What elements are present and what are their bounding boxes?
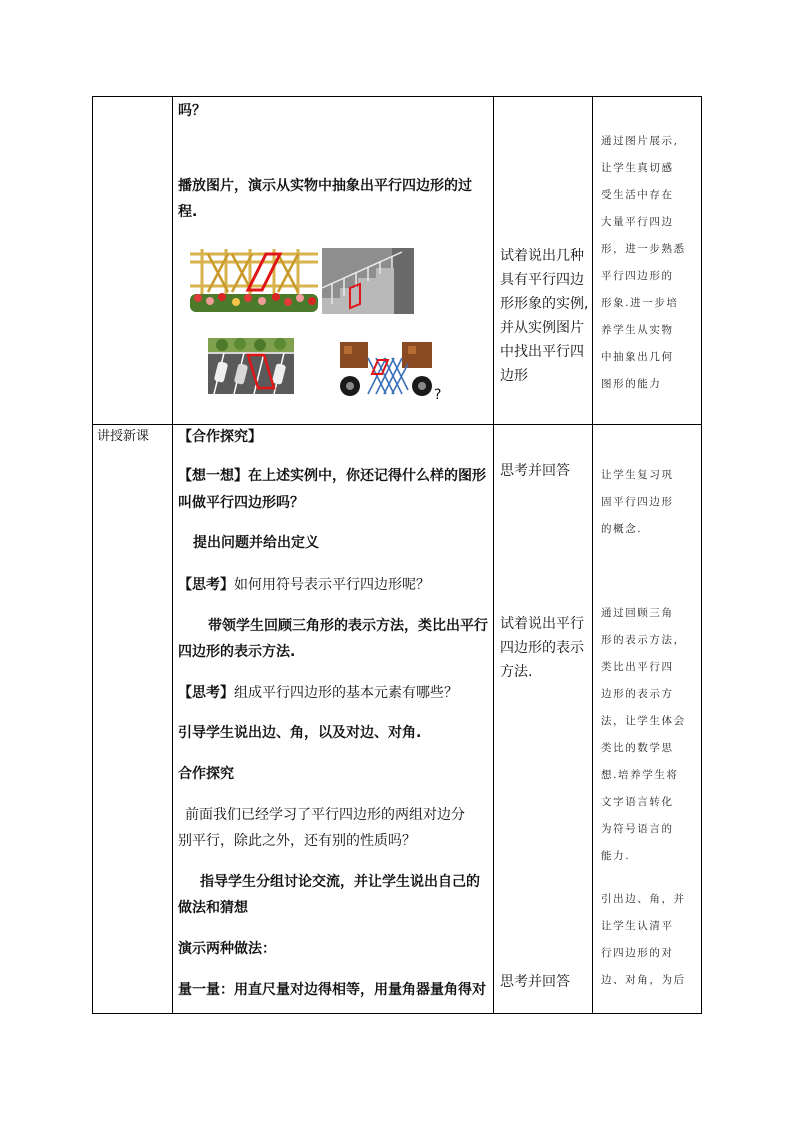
intent-line: 形象.进一步培 [601,297,679,309]
intent-line: 形，进一步熟悉 [601,243,686,255]
intent-line: 形的表示方法， [601,634,686,646]
raise-question: 提出问题并给出定义 [193,535,319,551]
activity-line: 试着说出几种 [500,248,584,264]
answer-line: 四边形的表示 [500,640,584,656]
intent-line: 让学生复习巩 [601,469,674,481]
think-about-line1 [178,466,486,486]
table-border-right [701,96,702,1014]
section-label: 讲授新课 [97,429,150,444]
demo-methods: 演示两种做法： [178,941,276,957]
activity-line: 边形 [500,368,528,384]
intent-line: 养学生从实物 [601,324,674,336]
retractable-gate-image [338,338,434,400]
row2-intent-3 [601,886,693,994]
table-divider-col1 [172,96,173,1014]
intent-line: 行四边形的对 [601,947,674,959]
table-divider-col2 [493,96,494,1014]
previous-learning-line2: 别平行，除此之外，还有别的性质吗？ [178,833,416,849]
intent-line: 文字语言转化 [601,796,674,808]
lead-review-line1: 带领学生回顾三角形的表示方法，类比出平行 [208,618,488,634]
think-about-text: 在上述实例中，你还记得什么样的图形 [248,468,486,484]
intent-line: 想.培养学生将 [601,769,679,781]
lead-review-line2: 四边形的表示方法. [178,644,296,660]
table-border-bottom [92,1013,702,1014]
row2-intent-2 [601,600,693,870]
intent-line: 大量平行四边 [601,216,674,228]
answer-line: 思考并回答 [500,974,570,990]
intent-line: 受生活中存在 [601,189,674,201]
thinking-2-text: 组成平行四边形的基本元素有哪些？ [234,685,458,701]
thinking-1-text: 如何用符号表示平行四边形呢？ [234,577,430,593]
text-play-line1: 播放图片，演示从实物中抽象出平行四边形的过 [178,178,472,194]
intent-line: 类比的数学思 [601,742,674,754]
staircase-image [322,248,414,314]
group-discussion-line1: 指导学生分组讨论交流，并让学生说出自己的 [200,874,480,890]
text-play-line2: 程. [178,204,198,220]
fence-image [188,244,320,314]
row1-student-activity [500,244,588,388]
answer-line: 方法. [500,664,533,680]
intent-line: 通过回顾三角 [601,607,674,619]
intent-line: 图形的能力 [601,378,662,390]
intent-line: 法，让学生体会 [601,715,686,727]
group-discussion-line2: 做法和猜想 [178,900,248,916]
row2-intent-1 [601,462,693,543]
table-border-top [92,96,702,97]
heading-cooperation: 【合作探究】 [178,429,262,445]
activity-line: 具有平行四边 [500,272,584,288]
intent-line: 边形的表示方 [601,688,674,700]
previous-learning-line1: 前面我们已经学习了平行四边形的两组对边分 [185,807,465,823]
intent-line: 固平行四边形 [601,496,674,508]
table-border-left [92,96,93,1014]
row2-answer-1 [500,459,570,483]
thinking-1 [178,575,430,595]
table-row-divider [92,424,702,425]
table-divider-col3 [592,96,593,1014]
parking-lot-image [208,338,294,394]
answer-line: 试着说出平行 [500,616,584,632]
cooperation-subheading: 合作探究 [178,766,234,782]
measure-method: 量一量：用直尺量对边得相等，用量角器量角得对 [178,982,486,998]
intent-line: 类比出平行四 [601,661,674,673]
intent-line: 通过图片展示, [601,135,679,147]
thinking-1-label: 【思考】 [178,577,234,593]
intent-line: 边、对角，为后 [601,974,686,986]
intent-line: 让学生真切感 [601,162,674,174]
intent-line: 中抽象出几何 [601,351,674,363]
think-about-label: 【想一想】 [178,468,248,484]
intent-line: 平行四边形的 [601,270,674,282]
thinking-2-label: 【思考】 [178,685,234,701]
row1-design-intent [601,128,693,398]
intent-line: 让学生认清平 [601,920,674,932]
guide-text: 引导学生说出边、角，以及对边、对角. [178,725,422,741]
question-mark: ? [434,387,442,403]
activity-line: 并从实例图片 [500,320,584,336]
intent-line: 能力. [601,850,631,862]
answer-line: 思考并回答 [500,463,570,479]
think-about-line2: 叫做平行四边形吗？ [178,495,304,511]
thinking-2 [178,683,458,703]
activity-line: 中找出平行四 [500,344,584,360]
row2-answer-3 [500,970,570,994]
intent-line: 引出边、角，并 [601,893,686,905]
row2-answer-2 [500,612,584,684]
intent-line: 为符号语言的 [601,823,674,835]
intent-line: 的概念. [601,523,643,535]
text-line-ma: 吗？ [178,103,206,119]
activity-line: 形形象的实例, [500,296,589,312]
